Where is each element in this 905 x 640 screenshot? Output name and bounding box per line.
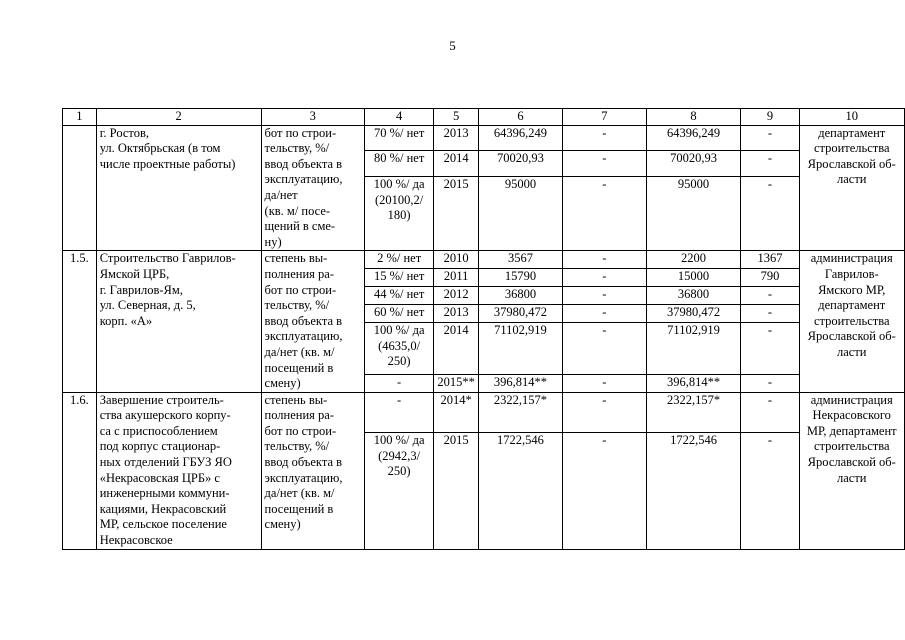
- value-col-7: -: [563, 323, 647, 375]
- value-col-8: 2200: [646, 251, 741, 269]
- value-col-6: 64396,249: [478, 125, 562, 151]
- page-number: 5: [449, 38, 456, 53]
- value-col-9: -: [741, 305, 799, 323]
- value-col-4: 80 %/ нет: [364, 151, 434, 177]
- value-col-8: 95000: [646, 177, 741, 251]
- value-col-5: 2011: [434, 269, 479, 287]
- value-col-7: -: [563, 392, 647, 432]
- value-col-8: 37980,472: [646, 305, 741, 323]
- value-col-9: -: [741, 433, 799, 549]
- value-col-5: 2013: [434, 305, 479, 323]
- table-row: [63, 251, 905, 269]
- responsible-party: департамент строительства Ярославской об- ласти: [799, 125, 905, 251]
- value-col-6: 37980,472: [478, 305, 562, 323]
- value-col-8: 70020,93: [646, 151, 741, 177]
- object-name: Строительство Гаврилов- Ямской ЦРБ, г. Гаврилов-Ям, ул. Северная, д. 5, корп. «А»: [96, 251, 261, 392]
- value-col-8: 36800: [646, 287, 741, 305]
- col-header-7: 7: [563, 109, 647, 126]
- value-col-7: -: [563, 125, 647, 151]
- value-col-7: -: [563, 177, 647, 251]
- value-col-9: -: [741, 374, 799, 392]
- value-col-6: 3567: [478, 251, 562, 269]
- value-col-4: -: [364, 374, 434, 392]
- value-col-6: 36800: [478, 287, 562, 305]
- value-col-9: -: [741, 392, 799, 432]
- value-col-5: 2014*: [434, 392, 479, 432]
- value-col-9: -: [741, 151, 799, 177]
- value-col-4: 100 %/ да (20100,2/ 180): [364, 177, 434, 251]
- value-col-8: 1722,546: [646, 433, 741, 549]
- object-name: Завершение строитель- ства акушерского корпу- са с приспособлением под корпус стационар- ных отделений ГБУЗ ЯО «Некрасовская ЦРБ» с инженерными коммуни- кациями, Некрасовский МР, сельское поселение Некрасовское: [96, 392, 261, 549]
- value-col-6: 2322,157*: [478, 392, 562, 432]
- value-col-9: -: [741, 287, 799, 305]
- col-header-8: 8: [646, 109, 741, 126]
- value-col-6: 396,814**: [478, 374, 562, 392]
- value-col-6: 95000: [478, 177, 562, 251]
- value-col-7: -: [563, 251, 647, 269]
- value-col-9: -: [741, 177, 799, 251]
- value-col-6: 70020,93: [478, 151, 562, 177]
- value-col-9: -: [741, 125, 799, 151]
- value-col-4: 100 %/ да (4635,0/ 250): [364, 323, 434, 375]
- col-header-9: 9: [741, 109, 799, 126]
- value-col-5: 2014: [434, 323, 479, 375]
- col-header-5: 5: [434, 109, 479, 126]
- value-col-7: -: [563, 305, 647, 323]
- indicator-text: степень вы- полнения ра- бот по строи- тельству, %/ ввод объекта в эксплуатацию, да/нет (кв. м/ посещений в смену): [261, 392, 364, 549]
- value-col-5: 2015**: [434, 374, 479, 392]
- value-col-5: 2015: [434, 433, 479, 549]
- value-col-8: 396,814**: [646, 374, 741, 392]
- value-col-4: 70 %/ нет: [364, 125, 434, 151]
- value-col-4: 60 %/ нет: [364, 305, 434, 323]
- col-header-1: 1: [63, 109, 97, 126]
- col-header-6: 6: [478, 109, 562, 126]
- indicator-text: степень вы- полнения ра- бот по строи- тельству, %/ ввод объекта в эксплуатацию, да/нет (кв. м/ посещений в смену): [261, 251, 364, 392]
- col-header-4: 4: [364, 109, 434, 126]
- responsible-party: администрация Некрасовского МР, департамент строительства Ярославской об- ласти: [799, 392, 905, 549]
- item-number: 1.6.: [63, 392, 97, 549]
- value-col-7: -: [563, 287, 647, 305]
- table-row: [63, 125, 905, 151]
- value-col-5: 2014: [434, 151, 479, 177]
- program-table: [62, 108, 905, 550]
- col-header-3: 3: [261, 109, 364, 126]
- responsible-party: администрация Гаврилов- Ямского МР, департамент строительства Ярославской об- ласти: [799, 251, 905, 392]
- value-col-4: 100 %/ да (2942,3/ 250): [364, 433, 434, 549]
- value-col-4: -: [364, 392, 434, 432]
- value-col-4: 2 %/ нет: [364, 251, 434, 269]
- item-number: 1.5.: [63, 251, 97, 392]
- value-col-6: 15790: [478, 269, 562, 287]
- object-name: г. Ростов, ул. Октябрьская (в том числе проектные работы): [96, 125, 261, 251]
- header-row: [63, 109, 905, 126]
- value-col-9: 790: [741, 269, 799, 287]
- value-col-7: -: [563, 374, 647, 392]
- value-col-5: 2015: [434, 177, 479, 251]
- value-col-7: -: [563, 269, 647, 287]
- value-col-8: 2322,157*: [646, 392, 741, 432]
- value-col-8: 15000: [646, 269, 741, 287]
- value-col-8: 64396,249: [646, 125, 741, 151]
- value-col-4: 15 %/ нет: [364, 269, 434, 287]
- value-col-9: -: [741, 323, 799, 375]
- col-header-10: 10: [799, 109, 905, 126]
- col-header-2: 2: [96, 109, 261, 126]
- value-col-6: 1722,546: [478, 433, 562, 549]
- value-col-8: 71102,919: [646, 323, 741, 375]
- value-col-9: 1367: [741, 251, 799, 269]
- table-row: [63, 392, 905, 432]
- value-col-5: 2010: [434, 251, 479, 269]
- value-col-7: -: [563, 433, 647, 549]
- item-number: [63, 125, 97, 251]
- value-col-4: 44 %/ нет: [364, 287, 434, 305]
- value-col-6: 71102,919: [478, 323, 562, 375]
- value-col-7: -: [563, 151, 647, 177]
- indicator-text: бот по строи- тельству, %/ ввод объекта в эксплуатацию, да/нет (кв. м/ посе- щений в сме- ну): [261, 125, 364, 251]
- value-col-5: 2012: [434, 287, 479, 305]
- value-col-5: 2013: [434, 125, 479, 151]
